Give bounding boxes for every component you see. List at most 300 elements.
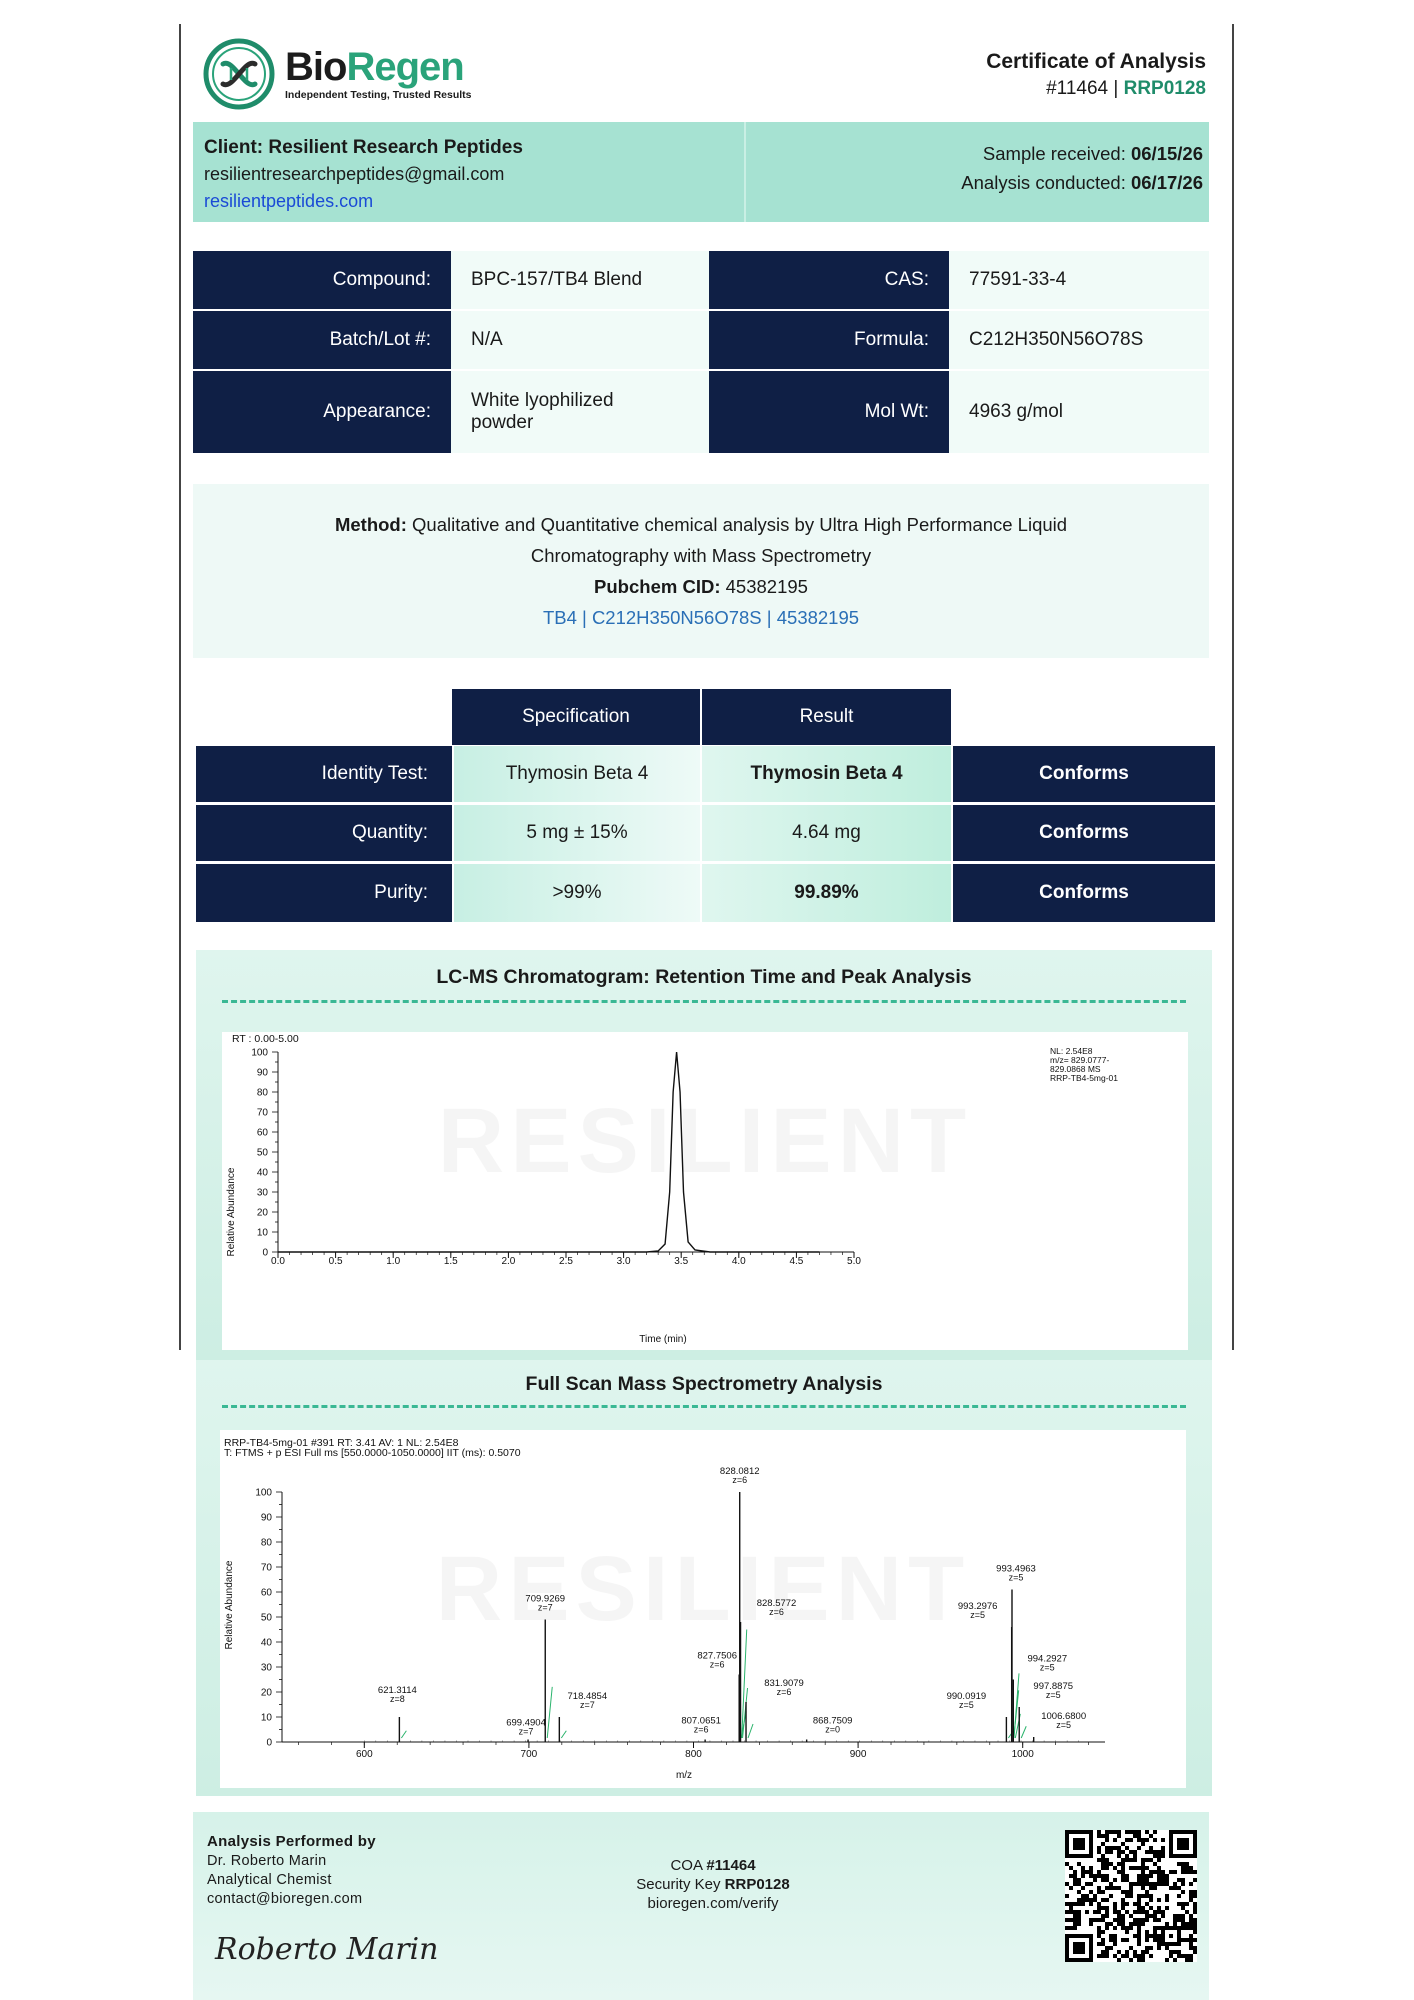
qr-module (1145, 1894, 1149, 1898)
qr-module (1149, 1834, 1153, 1838)
chromatogram-y-tick-label: 10 (256, 1227, 268, 1239)
qr-module (1097, 1930, 1101, 1934)
qr-module (1073, 1918, 1077, 1922)
qr-module (1161, 1870, 1165, 1874)
qr-module (1117, 1870, 1121, 1874)
qr-module (1077, 1918, 1081, 1922)
qr-module (1169, 1950, 1173, 1954)
certificate-title: Certificate of Analysis (986, 50, 1206, 73)
client-band (193, 122, 1209, 222)
purity-spec: >99% (454, 864, 700, 922)
qr-module (1121, 1922, 1125, 1926)
purity-label: Purity: (196, 864, 452, 922)
qr-module (1077, 1882, 1081, 1886)
qr-module (1109, 1846, 1113, 1850)
qr-module (1161, 1914, 1165, 1918)
qr-module (1101, 1938, 1105, 1942)
qr-module (1121, 1850, 1125, 1854)
client-email[interactable]: resilientresearchpeptides@gmail.com (204, 164, 505, 184)
cas-value: 77591-33-4 (949, 251, 1209, 309)
qr-module (1133, 1882, 1137, 1886)
qr-module (1137, 1942, 1141, 1946)
batch-label: Batch/Lot #: (193, 311, 451, 369)
qr-module (1065, 1918, 1069, 1922)
qr-module (1089, 1870, 1093, 1874)
analysis-conducted-date: 06/17/26 (1130, 172, 1203, 193)
brand-name (285, 47, 472, 87)
qr-module (1105, 1846, 1109, 1850)
batch-value: N/A (451, 311, 709, 369)
spectrum-peak-charge: z=0 (825, 1724, 841, 1735)
qr-module (1177, 1918, 1181, 1922)
qr-finder-center (1073, 1942, 1085, 1954)
qr-module (1121, 1898, 1125, 1902)
qr-module (1181, 1918, 1185, 1922)
analyst-email[interactable]: contact@bioregen.com (207, 1891, 363, 1907)
qr-module (1157, 1934, 1161, 1938)
verify-url[interactable]: bioregen.com/verify (647, 1895, 779, 1912)
qr-module (1161, 1910, 1165, 1914)
spectrum-y-tick-label: 0 (266, 1737, 272, 1749)
certificate-code: RRP0128 (1123, 78, 1206, 99)
qr-module (1173, 1882, 1177, 1886)
qr-module (1145, 1830, 1149, 1834)
qr-module (1101, 1874, 1105, 1878)
qr-module (1189, 1942, 1193, 1946)
qr-module (1125, 1874, 1129, 1878)
qr-module (1101, 1866, 1105, 1870)
qr-module (1153, 1926, 1157, 1930)
qr-module (1193, 1878, 1197, 1882)
chromatogram-y-axis-label: Relative Abundance (226, 1167, 237, 1257)
qr-module (1121, 1878, 1125, 1882)
qr-module (1089, 1882, 1093, 1886)
identity-result: Thymosin Beta 4 (702, 746, 951, 802)
qr-module (1101, 1878, 1105, 1882)
qr-module (1157, 1898, 1161, 1902)
qr-module (1109, 1934, 1113, 1938)
qr-module (1181, 1866, 1185, 1870)
qr-module (1129, 1858, 1133, 1862)
qr-module (1097, 1954, 1101, 1958)
qr-module (1141, 1922, 1145, 1926)
qr-module (1193, 1902, 1197, 1906)
qr-module (1101, 1942, 1105, 1946)
spectrum-peak-label: 831.9079 (764, 1678, 804, 1689)
qr-module (1133, 1850, 1137, 1854)
spectrum-peak-label: 807.0651 (681, 1715, 721, 1727)
qr-module (1077, 1890, 1081, 1894)
qr-module (1153, 1882, 1157, 1886)
qr-module (1105, 1838, 1109, 1842)
info-row-compound (193, 251, 1209, 309)
qr-module (1117, 1958, 1121, 1962)
qr-module (1149, 1886, 1153, 1890)
qr-module (1185, 1866, 1189, 1870)
qr-module (1121, 1842, 1125, 1846)
qr-module (1185, 1870, 1189, 1874)
qr-module (1149, 1954, 1153, 1958)
qr-module (1141, 1950, 1145, 1954)
qr-module (1165, 1906, 1169, 1910)
qr-module (1097, 1926, 1101, 1930)
qr-module (1105, 1830, 1109, 1834)
chromatogram-y-tick-label: 100 (251, 1047, 268, 1059)
qr-module (1105, 1862, 1109, 1866)
qr-module (1113, 1886, 1117, 1890)
qr-module (1077, 1922, 1081, 1926)
qr-module (1133, 1858, 1137, 1862)
qr-module (1101, 1898, 1105, 1902)
qr-module (1073, 1882, 1077, 1886)
qr-module (1145, 1858, 1149, 1862)
qr-module (1113, 1926, 1117, 1930)
security-key-label: Security Key (636, 1876, 721, 1893)
spectrum-peak-charge: z=5 (970, 1610, 986, 1620)
qr-module (1125, 1894, 1129, 1898)
qr-module (1129, 1894, 1133, 1898)
qr-module (1193, 1926, 1197, 1930)
qr-module (1065, 1902, 1069, 1906)
qr-module (1113, 1838, 1117, 1842)
qr-module (1189, 1866, 1193, 1870)
qr-module (1117, 1914, 1121, 1918)
qr-module (1193, 1946, 1197, 1950)
qr-module (1177, 1914, 1181, 1918)
qr-module (1129, 1850, 1133, 1854)
qr-code-icon[interactable] (1065, 1830, 1197, 1962)
qr-module (1149, 1846, 1153, 1850)
qr-module (1177, 1902, 1181, 1906)
qr-module (1101, 1890, 1105, 1894)
qr-module (1157, 1878, 1161, 1882)
compound-value: BPC-157/TB4 Blend (451, 251, 709, 309)
qr-module (1097, 1850, 1101, 1854)
qr-module (1097, 1846, 1101, 1850)
spectrum-plot-area (220, 1430, 1186, 1788)
qr-module (1153, 1830, 1157, 1834)
qr-module (1077, 1902, 1081, 1906)
quantity-status: Conforms (953, 805, 1215, 861)
qr-module (1149, 1858, 1153, 1862)
qr-module (1081, 1870, 1085, 1874)
sample-received-label: Sample received: (982, 143, 1126, 164)
molwt-value: 4963 g/mol (949, 371, 1209, 453)
qr-module (1181, 1914, 1185, 1918)
spectrum-peak-label: 828.5772 (756, 1598, 797, 1609)
spectrum-peak-charge: z=6 (769, 1607, 784, 1617)
qr-module (1081, 1874, 1085, 1878)
qr-module (1145, 1890, 1149, 1894)
qr-module (1117, 1850, 1121, 1854)
qr-module (1141, 1906, 1145, 1910)
qr-module (1073, 1922, 1077, 1926)
chromatogram-y-tick-label: 40 (256, 1167, 268, 1179)
qr-module (1133, 1834, 1137, 1838)
qr-module (1121, 1926, 1125, 1930)
qr-module (1149, 1898, 1153, 1902)
qr-module (1077, 1862, 1081, 1866)
qr-module (1121, 1862, 1125, 1866)
qr-module (1137, 1866, 1141, 1870)
spectrum-panel (196, 1360, 1212, 1796)
spectrum-fit-marker (401, 1731, 406, 1738)
chromatogram-info-block (1050, 1046, 1118, 1083)
pubchem-line (193, 576, 1209, 598)
qr-module (1149, 1914, 1153, 1918)
performed-by-label: Analysis Performed by (207, 1833, 376, 1850)
qr-module (1149, 1906, 1153, 1910)
qr-module (1141, 1894, 1145, 1898)
qr-module (1097, 1910, 1101, 1914)
qr-module (1145, 1946, 1149, 1950)
qr-module (1193, 1930, 1197, 1934)
qr-module (1109, 1886, 1113, 1890)
qr-module (1113, 1866, 1117, 1870)
qr-module (1145, 1938, 1149, 1942)
qr-module (1189, 1890, 1193, 1894)
qr-module (1069, 1906, 1073, 1910)
qr-module (1181, 1870, 1185, 1874)
qr-module (1165, 1882, 1169, 1886)
qr-module (1145, 1930, 1149, 1934)
qr-module (1173, 1958, 1177, 1962)
qr-module (1137, 1954, 1141, 1958)
qr-module (1189, 1914, 1193, 1918)
footer (193, 1812, 1209, 2000)
qr-module (1133, 1934, 1137, 1938)
qr-module (1157, 1946, 1161, 1950)
chromatogram-info-line: NL: 2.54E8 (1050, 1046, 1093, 1056)
qr-module (1165, 1894, 1169, 1898)
qr-module (1097, 1830, 1101, 1834)
purity-status: Conforms (953, 864, 1215, 922)
qr-module (1129, 1838, 1133, 1842)
chromatogram-chart (222, 1032, 1188, 1350)
chromatogram-y-tick-label: 60 (256, 1127, 268, 1139)
qr-module (1073, 1878, 1077, 1882)
spectrum-peak-label: 828.0812 (719, 1466, 760, 1477)
qr-module (1165, 1922, 1169, 1926)
qr-module (1117, 1910, 1121, 1914)
qr-module (1085, 1910, 1089, 1914)
chromatogram-y-tick-label: 50 (256, 1147, 268, 1159)
qr-module (1153, 1886, 1157, 1890)
qr-module (1157, 1882, 1161, 1886)
qr-module (1125, 1930, 1129, 1934)
chromatogram-x-tick-label: 4.5 (789, 1256, 804, 1267)
spectrum-peak-charge: z=6 (732, 1475, 748, 1485)
spectrum-fit-marker (547, 1687, 552, 1738)
qr-module (1097, 1874, 1101, 1878)
qr-module (1129, 1882, 1133, 1886)
formula-value: C212H350N56O78S (949, 311, 1209, 369)
cas-label: CAS: (709, 251, 949, 309)
qr-module (1109, 1862, 1113, 1866)
qr-module (1101, 1834, 1105, 1838)
qr-module (1097, 1858, 1101, 1862)
qr-module (1177, 1954, 1181, 1958)
qr-module (1189, 1946, 1193, 1950)
chromatogram-y-tick-label: 70 (256, 1107, 268, 1119)
qr-module (1105, 1834, 1109, 1838)
qr-module (1157, 1942, 1161, 1946)
qr-module (1137, 1926, 1141, 1930)
qr-module (1189, 1934, 1193, 1938)
spectrum-y-tick-label: 20 (260, 1687, 272, 1699)
client-website-link[interactable]: resilientpeptides.com (204, 191, 374, 211)
qr-module (1137, 1874, 1141, 1878)
spectrum-y-tick-label: 70 (260, 1562, 272, 1574)
qr-module (1189, 1898, 1193, 1902)
qr-module (1137, 1846, 1141, 1850)
brand-logo (203, 38, 472, 110)
qr-module (1145, 1866, 1149, 1870)
qr-module (1133, 1902, 1137, 1906)
qr-module (1105, 1878, 1109, 1882)
qr-module (1161, 1878, 1165, 1882)
spectrum-watermark (436, 1538, 970, 1640)
chromatogram-x-tick-label: 2.0 (501, 1256, 516, 1267)
qr-module (1121, 1914, 1125, 1918)
qr-module (1153, 1854, 1157, 1858)
qr-module (1145, 1902, 1149, 1906)
qr-module (1113, 1902, 1117, 1906)
spectrum-peak-label: 1006.6800 (1041, 1711, 1087, 1722)
qr-module (1137, 1902, 1141, 1906)
qr-module (1085, 1898, 1089, 1902)
qr-module (1141, 1866, 1145, 1870)
qr-module (1097, 1886, 1101, 1890)
qr-module (1137, 1894, 1141, 1898)
qr-module (1129, 1830, 1133, 1834)
qr-module (1137, 1922, 1141, 1926)
qr-module (1157, 1866, 1161, 1870)
security-key: RRP0128 (724, 1876, 790, 1893)
appearance-value: White lyophilized powder (451, 371, 709, 453)
chromatogram-x-tick-label: 1.5 (443, 1256, 458, 1267)
spectrum-peak-charge: z=5 (1008, 1572, 1024, 1583)
qr-module (1157, 1918, 1161, 1922)
analysis-conducted-label: Analysis conducted: (961, 172, 1126, 193)
spectrum-y-tick-label: 60 (260, 1587, 272, 1599)
qr-module (1153, 1934, 1157, 1938)
qr-module (1097, 1902, 1101, 1906)
spectrum-peak-label: 699.4904 (506, 1717, 546, 1729)
qr-module (1109, 1882, 1113, 1886)
qr-module (1125, 1938, 1129, 1942)
qr-module (1089, 1866, 1093, 1870)
qr-module (1129, 1866, 1133, 1870)
qr-module (1109, 1938, 1113, 1942)
chromatogram-x-axis-label: Time (min) (639, 1334, 687, 1345)
qr-module (1177, 1950, 1181, 1954)
qr-module (1189, 1926, 1193, 1930)
qr-module (1129, 1914, 1133, 1918)
qr-module (1141, 1886, 1145, 1890)
method-line-1 (193, 514, 1209, 536)
qr-module (1113, 1918, 1117, 1922)
info-row-appearance (193, 371, 1209, 453)
qr-module (1089, 1890, 1093, 1894)
qr-module (1181, 1862, 1185, 1866)
spectrum-y-tick-label: 80 (260, 1537, 272, 1549)
qr-module (1105, 1858, 1109, 1862)
qr-module (1105, 1866, 1109, 1870)
qr-module (1117, 1886, 1121, 1890)
identity-spec: Thymosin Beta 4 (454, 746, 700, 802)
qr-module (1145, 1874, 1149, 1878)
qr-module (1097, 1870, 1101, 1874)
qr-module (1097, 1890, 1101, 1894)
qr-module (1125, 1954, 1129, 1958)
qr-module (1073, 1870, 1077, 1874)
molwt-label: Mol Wt: (709, 371, 949, 453)
spectrum-peak-charge: z=7 (518, 1726, 534, 1737)
qr-module (1137, 1838, 1141, 1842)
certificate-separator: | (1113, 78, 1119, 99)
brand-name-part: Bio (285, 45, 347, 89)
qr-module (1141, 1858, 1145, 1862)
qr-module (1125, 1858, 1129, 1862)
qr-module (1113, 1906, 1117, 1910)
qr-module (1145, 1838, 1149, 1842)
qr-module (1153, 1862, 1157, 1866)
qr-module (1141, 1870, 1145, 1874)
spectrum-y-tick-label: 50 (260, 1612, 272, 1624)
brand-name-accent: Regen (346, 45, 464, 89)
qr-module (1113, 1942, 1117, 1946)
qr-module (1121, 1858, 1125, 1862)
chromatogram-x-tick-label: 4.0 (731, 1256, 746, 1267)
method-text-1: Qualitative and Quantitative chemical analysis by Ultra High Performance Liquid (412, 514, 1068, 535)
qr-module (1177, 1894, 1181, 1898)
spectrum-x-tick-label: 600 (355, 1749, 373, 1760)
qr-module (1065, 1862, 1069, 1866)
result-header: Result (702, 689, 951, 745)
qr-module (1149, 1882, 1153, 1886)
qr-module (1165, 1958, 1169, 1962)
qr-module (1189, 1882, 1193, 1886)
qr-module (1137, 1938, 1141, 1942)
qr-module (1185, 1902, 1189, 1906)
qr-module (1125, 1950, 1129, 1954)
client-name: Client: Resilient Research Peptides (204, 137, 523, 158)
qr-module (1121, 1902, 1125, 1906)
qr-module (1153, 1850, 1157, 1854)
right-border-line (1232, 24, 1234, 1350)
qr-module (1105, 1898, 1109, 1902)
chromatogram-y-tick-label: 30 (256, 1187, 268, 1199)
spectrum-peak-charge: z=6 (776, 1687, 792, 1697)
qr-module (1133, 1854, 1137, 1858)
chromatogram-info-line: RRP-TB4-5mg-01 (1050, 1073, 1119, 1083)
qr-module (1137, 1934, 1141, 1938)
qr-module (1065, 1926, 1069, 1930)
qr-module (1193, 1918, 1197, 1922)
qr-module (1109, 1850, 1113, 1854)
qr-module (1153, 1938, 1157, 1942)
qr-module (1093, 1874, 1097, 1878)
qr-module (1161, 1838, 1165, 1842)
qr-module (1141, 1878, 1145, 1882)
qr-module (1113, 1878, 1117, 1882)
chromatogram-x-tick-label: 2.5 (559, 1256, 573, 1267)
qr-module (1105, 1910, 1109, 1914)
qr-module (1185, 1958, 1189, 1962)
qr-module (1093, 1898, 1097, 1902)
qr-module (1097, 1942, 1101, 1946)
